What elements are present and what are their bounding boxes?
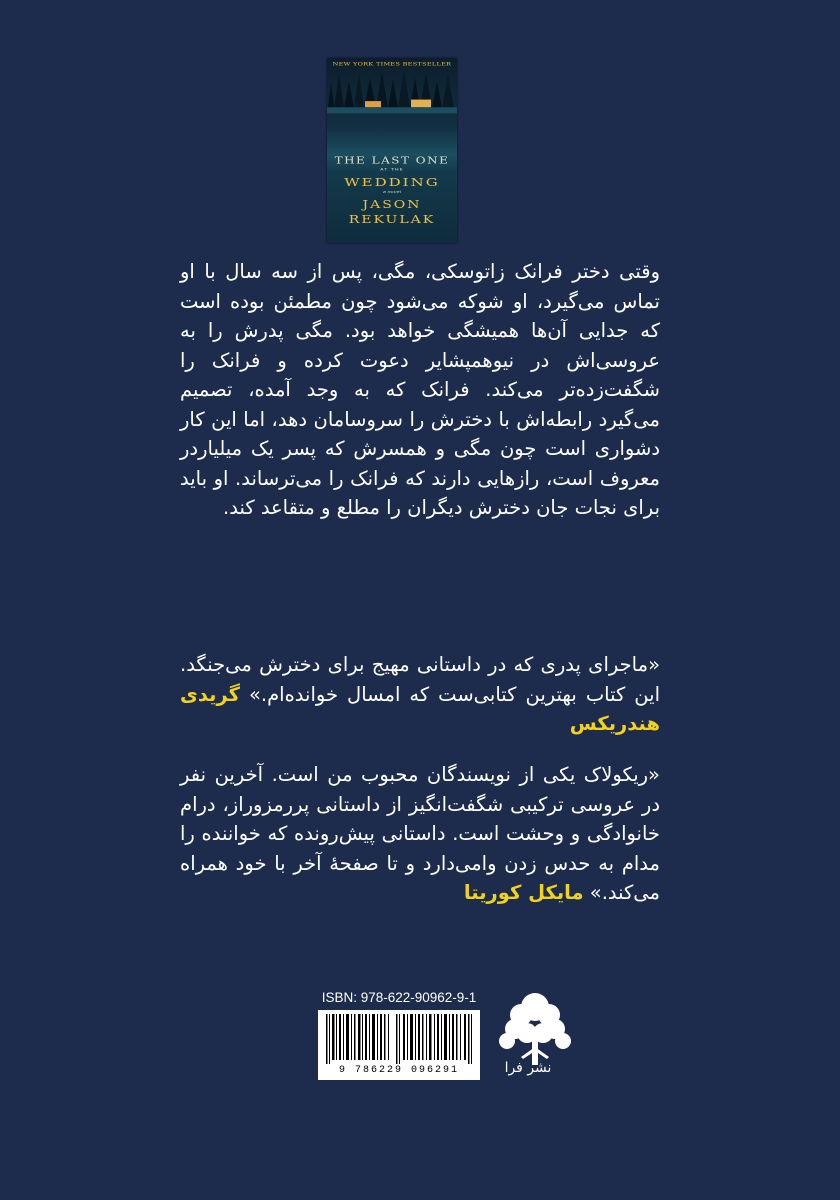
barcode-icon: [324, 1014, 474, 1064]
cover-title-line2: WEDDING: [344, 175, 440, 189]
review-quote-text: «ریکولاک یکی از نویسندگان محبوب من است. آخرین نفر در عروسی ترکیبی شگفت‌انگیز از داستانی پررمزوراز، درام خانوادگی و وحشت است. داستانی پیش‌رونده که خواننده را مدام به حدس زدن وامی‌دارد و تا صفحهٔ آخر با خود همراه می‌کند.»: [180, 763, 660, 904]
cover-title-at-the: AT THE: [380, 167, 404, 172]
book-cover-thumbnail: [327, 58, 457, 243]
review-quote: [180, 650, 660, 739]
cover-bestseller-label: NEW YORK TIMES BESTSELLER: [332, 61, 452, 68]
review-quote-text: «ماجرای پدری که در داستانی مهیج برای دخترش می‌جنگد. این کتاب بهترین کتابی‌ست که امسال خوانده‌ام.»: [180, 653, 661, 706]
barcode-digits: 9 786229 096291: [338, 1065, 459, 1076]
publisher-tree-logo-icon: [485, 985, 585, 1095]
review-quote-author: مایکل کوریتا: [463, 881, 584, 904]
cover-author-first: JASON: [362, 198, 422, 212]
publisher-name: نشر فرا: [504, 1060, 552, 1076]
review-quote: [180, 760, 660, 908]
review-quote-author: گریدی هندریکس: [180, 682, 660, 735]
cover-author-last: REKULAK: [348, 213, 436, 226]
synopsis-paragraph: وقتی دختر فرانک زاتوسکی، مگی، پس از سه سال با او تماس می‌گیرد، او شوکه می‌شود چون مطمئن بوده است که جدایی آن‌ها همیشگی خواهد بود. مگی پدرش را به عروسی‌اش در نیوهمپشایر دعوت کرده و فرانک را شگفت‌زده‌تر می‌کند. فرانک که به وجد آمده، تصمیم می‌گیرد رابطه‌اش با دخترش را سروسامان دهد، اما این کار دشواری است چون مگی و همسرش که پسر یک میلیاردر معروف است، رازهایی دارند که فرانک را می‌ترساند. او باید برای نجات جان دخترش دیگران را مطلع و متقاعد کند.: [180, 260, 660, 519]
isbn-label: ISBN: 978-622-90962-9-1: [321, 990, 477, 1005]
cover-novel-label: a novel: [382, 189, 402, 195]
barcode-box: [318, 1010, 480, 1080]
forest-illustration: [327, 67, 457, 113]
cover-title-line1: THE LAST ONE: [334, 155, 450, 166]
